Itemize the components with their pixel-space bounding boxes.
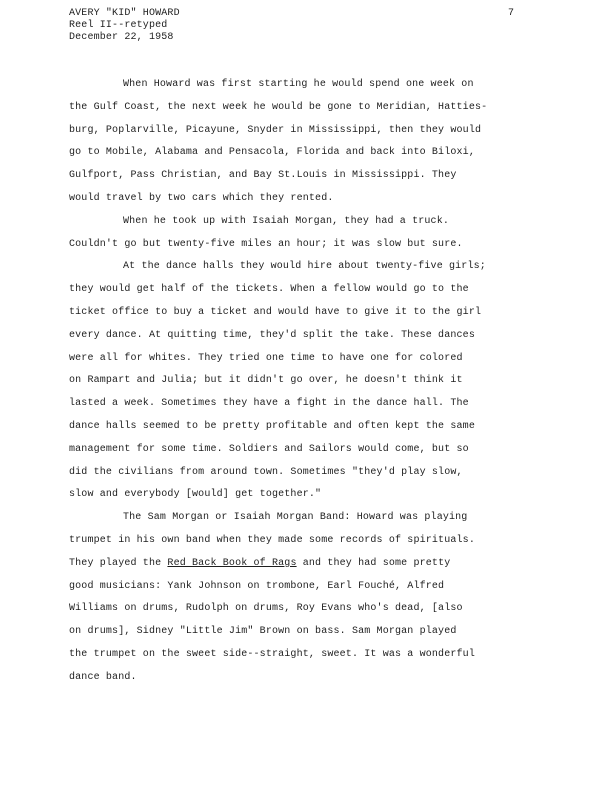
- paragraph-3-line-8: dance halls seemed to be pretty profitable and often kept the same: [69, 420, 475, 432]
- paragraph-3-line-3: ticket office to buy a ticket and would have to give it to the girl: [69, 306, 482, 318]
- underlined-book-title: Red Back Book of Rags: [167, 557, 297, 569]
- paragraph-3-line-7: lasted a week. Sometimes they have a fight in the dance hall. The: [69, 398, 469, 410]
- document-header: [69, 8, 180, 44]
- header-date: December 22, 1958: [69, 32, 174, 43]
- paragraph-4-line-8: dance band.: [69, 671, 137, 683]
- line-text-before-title: They played the: [69, 557, 168, 569]
- header-name: AVERY "KID" HOWARD: [69, 8, 180, 19]
- paragraph-4-line-1: The Sam Morgan or Isaiah Morgan Band: Howard was playing: [123, 512, 468, 524]
- paragraph-3-line-2: they would get half of the tickets. When a fellow would go to the: [69, 284, 469, 296]
- paragraph-4-line-6: on drums], Sidney "Little Jim" Brown on bass. Sam Morgan played: [69, 626, 457, 638]
- line-text-after-title: and they had some pretty: [296, 557, 451, 569]
- paragraph-1-line-4: go to Mobile, Alabama and Pensacola, Florida and back into Biloxi,: [69, 147, 475, 159]
- paragraph-4-line-4: good musicians: Yank Johnson on trombone, Earl Fouché, Alfred: [69, 580, 445, 592]
- paragraph-3-line-9: management for some time. Soldiers and Sailors would come, but so: [69, 443, 469, 455]
- transcript-body: [69, 74, 539, 690]
- paragraph-3-line-6: on Rampart and Julia; but it didn't go over, he doesn't think it: [69, 375, 463, 387]
- paragraph-1-line-3: burg, Poplarville, Picayune, Snyder in Mississippi, then they would: [69, 124, 482, 136]
- paragraph-1-line-1: When Howard was first starting he would spend one week on: [123, 79, 474, 90]
- paragraph-2-line-2: Couldn't go but twenty-five miles an hour; it was slow but sure.: [69, 238, 463, 250]
- paragraph-3-line-4: every dance. At quitting time, they'd split the take. These dances: [69, 329, 475, 341]
- paragraph-3-line-11: slow and everybody [would] get together.": [69, 489, 322, 501]
- paragraph-4-line-2: trumpet in his own band when they made some records of spirituals.: [69, 534, 475, 546]
- paragraph-1-line-6: would travel by two cars which they rented.: [69, 192, 334, 204]
- paragraph-2-line-1: When he took up with Isaiah Morgan, they had a truck.: [123, 215, 450, 227]
- paragraph-3-line-10: did the civilians from around town. Sometimes "they'd play slow,: [69, 466, 463, 478]
- paragraph-4-line-5: Williams on drums, Rudolph on drums, Roy Evans who's dead, [also: [69, 603, 463, 615]
- paragraph-1-line-2: the Gulf Coast, the next week he would be gone to Meridian, Hatties-: [69, 101, 488, 113]
- paragraph-3-line-5: were all for whites. They tried one time to have one for colored: [69, 352, 463, 364]
- paragraph-4-line-3: [69, 553, 539, 576]
- paragraph-3-line-1: At the dance halls they would hire about twenty-five girls;: [123, 261, 486, 273]
- paragraph-1-line-5: Gulfport, Pass Christian, and Bay St.Louis in Mississippi. They: [69, 170, 457, 182]
- header-reel: Reel II--retyped: [69, 20, 168, 31]
- paragraph-4-line-7: the trumpet on the sweet side--straight, sweet. It was a wonderful: [69, 648, 475, 660]
- page-number: 7: [508, 8, 515, 19]
